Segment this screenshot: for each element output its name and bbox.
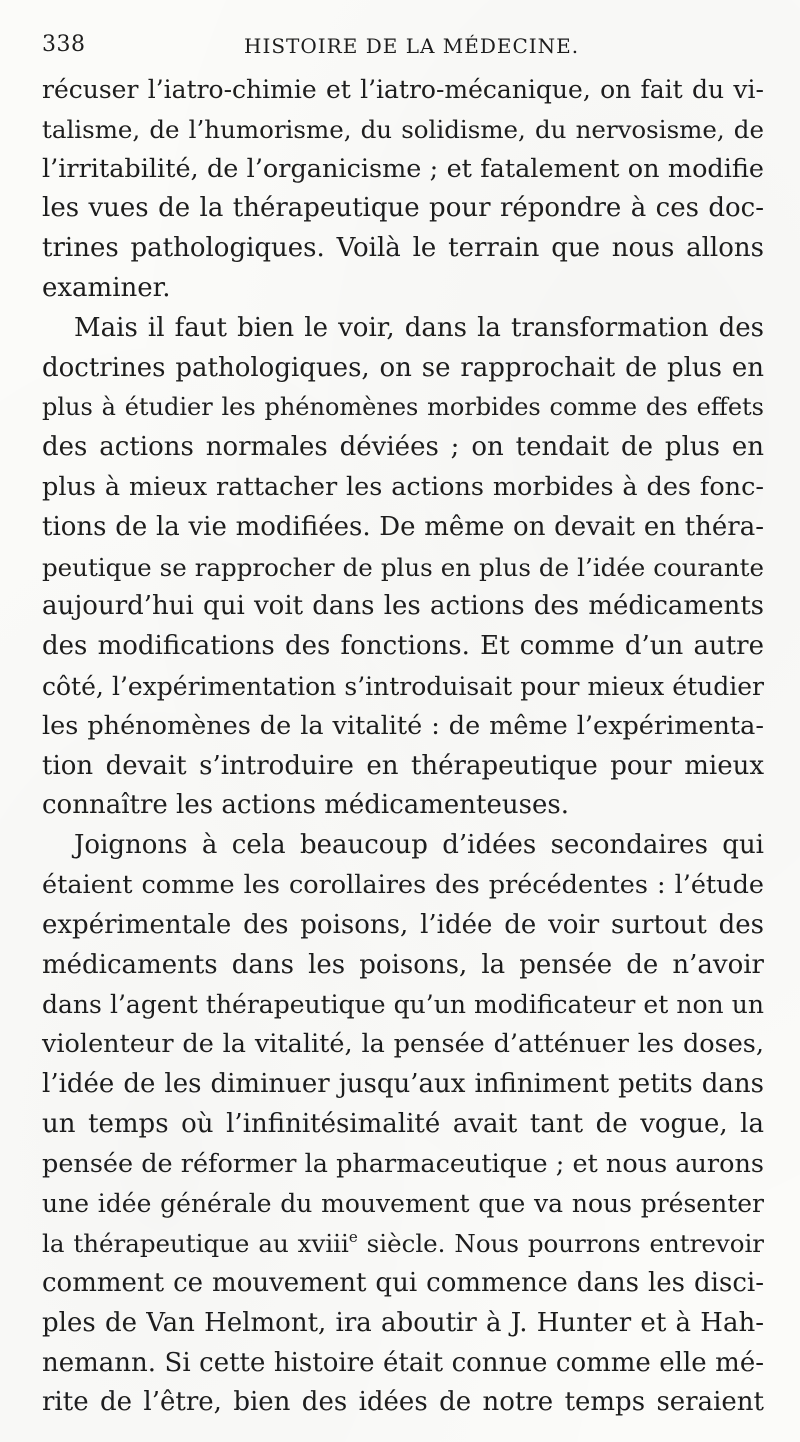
text-segment: la thérapeutique au xviii xyxy=(42,1229,349,1259)
page-number: 338 xyxy=(42,32,86,57)
text-line: côté, l’expérimentation s’introduisait pour mieux étudier xyxy=(42,671,764,701)
paragraph-start-line: Mais il faut bien le voir, dans la transformation des xyxy=(74,312,764,343)
text-line: talisme, de l’humorisme, du solidisme, du nervosisme, de xyxy=(42,114,764,144)
running-title: HISTOIRE DE LA MÉDECINE. xyxy=(244,34,580,58)
text-line: doctrines pathologiques, on se rapprochait de plus en xyxy=(42,352,764,383)
text-line: aujourd’hui qui voit dans les actions des médicaments xyxy=(42,591,764,622)
text-line: un temps où l’infinitésimalité avait tant de vogue, la xyxy=(42,1108,764,1139)
text-line: connaître les actions médicamenteuses. xyxy=(42,790,569,821)
text-line: tion devait s’introduire en thérapeutique pour mieux xyxy=(42,750,764,781)
text-line: l’idée de les diminuer jusqu’aux infiniment petits dans xyxy=(42,1068,764,1099)
text-line: plus à mieux rattacher les actions morbides à des fonc- xyxy=(42,471,764,502)
text-line: ples de Van Helmont, ira aboutir à J. Hunter et à Hah- xyxy=(42,1307,764,1338)
text-line: récuser l’iatro-chimie et l’iatro-mécanique, on fait du vi- xyxy=(42,75,764,104)
text-line: les vues de la thérapeutique pour répondre à ces doc- xyxy=(42,193,764,224)
superscript: e xyxy=(348,1228,358,1247)
body-text xyxy=(42,70,764,1423)
text-line: dans l’agent thérapeutique qu’un modificateur et non un xyxy=(42,990,764,1020)
page-header xyxy=(42,30,764,60)
text-line: comment ce mouvement qui commence dans les disci- xyxy=(42,1267,764,1298)
text-line: violenteur de la vitalité, la pensée d’atténuer les doses, xyxy=(42,1029,764,1060)
text-segment: siècle. Nous pourrons entrevoir xyxy=(357,1229,765,1259)
text-line: peutique se rapprocher de plus en plus de l’idée courante xyxy=(42,552,764,582)
text-line: plus à étudier les phénomènes morbides comme des effets xyxy=(42,393,764,422)
text-line: les phénomènes de la vitalité : de même l’expérimenta- xyxy=(42,710,764,741)
text-line: tions de la vie modifiées. De même on devait en théra- xyxy=(42,511,764,542)
text-line: médicaments dans les poisons, la pensée de n’avoir xyxy=(42,949,764,980)
text-line: des modifications des fonctions. Et comme d’un autre xyxy=(42,631,764,662)
text-line: étaient comme les corollaires des précédentes : l’étude xyxy=(42,869,764,900)
text-line-with-superscript xyxy=(42,1224,764,1264)
text-line: trines pathologiques. Voilà le terrain que nous allons xyxy=(42,233,764,264)
text-line: examiner. xyxy=(42,272,171,303)
text-line: rite de l’être, bien des idées de notre temps seraient xyxy=(42,1387,764,1418)
text-line: une idée générale du mouvement que va nous présenter xyxy=(42,1189,764,1219)
text-line: des actions normales déviées ; on tendait de plus en xyxy=(42,432,764,463)
text-line: expérimentale des poisons, l’idée de voir surtout des xyxy=(42,909,764,940)
text-line: nemann. Si cette histoire était connue comme elle mé- xyxy=(42,1347,764,1378)
text-line: l’irritabilité, de l’organicisme ; et fatalement on modifie xyxy=(42,153,764,184)
text-line: pensée de réformer la pharmaceutique ; et nous aurons xyxy=(42,1148,764,1179)
paragraph-start-line: Joignons à cela beaucoup d’idées secondaires qui xyxy=(74,830,764,861)
